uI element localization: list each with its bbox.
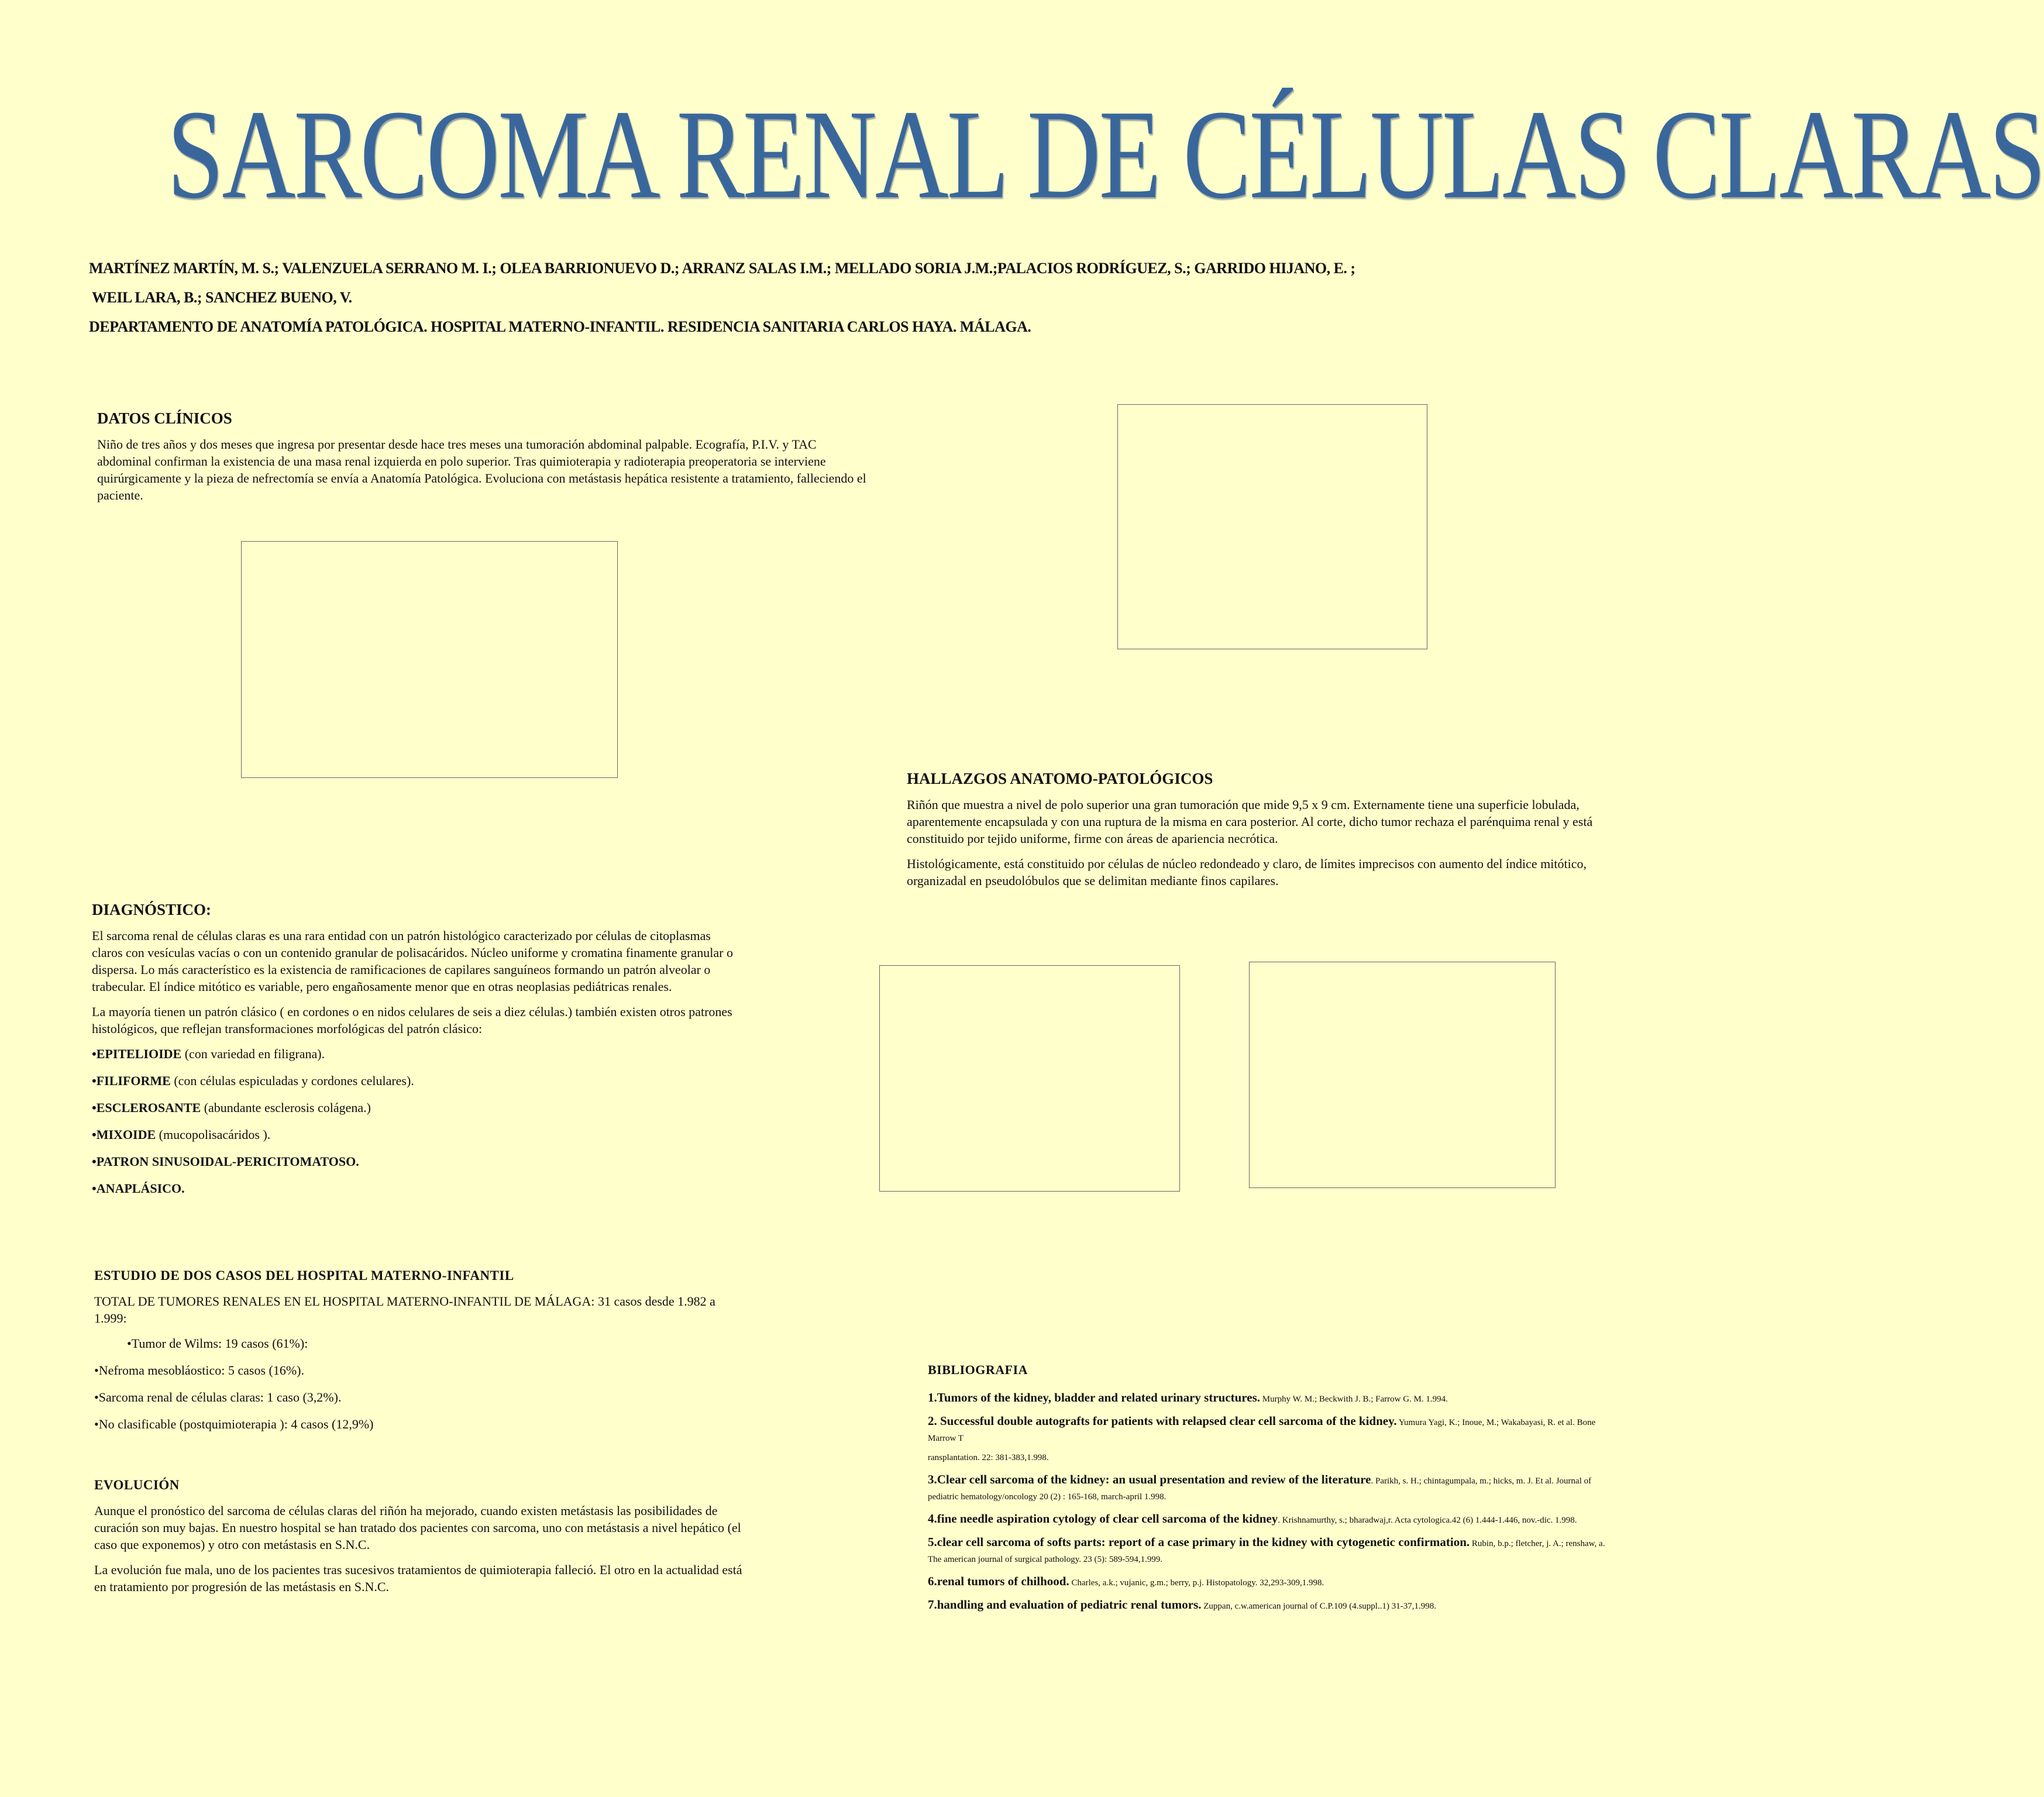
estudio-item: •Nefroma mesobláostico: 5 casos (16%). (94, 1363, 304, 1378)
evolucion-paragraph-1: Aunque el pronóstico del sarcoma de células claras del riñón ha mejorado, cuando existen metástasis las posibilidades de curación son muy bajas. En nuestro hospital se han tratado dos pacientes con sarcoma, uno con metástasis a nivel hepático (el caso que exponemos) y otro con metástasis en S.N.C. (94, 1503, 741, 1552)
datos-clinicos-section (97, 409, 867, 512)
hallazgos-paragraph-1: Riñón que muestra a nivel de polo superior una gran tumoración que mide 9,5 x 9 cm. Externamente tiene una superficie lobulada, aparentemente encapsulada y con una ruptura de la misma en cara posterior. Al corte, dicho tumor rechaza el parénquima renal y está constituido por tejido uniforme, firme con áreas de apariencia necrótica. (907, 797, 1593, 846)
image-frame-top-right (1117, 404, 1427, 649)
estudio-heading: ESTUDIO DE DOS CASOS DEL HOSPITAL MATERNO-INFANTIL (94, 1268, 514, 1283)
diagnostico-heading: DIAGNÓSTICO: (92, 901, 212, 918)
reference-item: 7.handling and evaluation of pediatric renal tumors. Zuppan, c.w.american journal of C.P.109 (4.suppl..1) 31-37,1.998. (928, 1598, 1436, 1612)
estudio-item: •Tumor de Wilms: 19 casos (61%): (127, 1336, 308, 1351)
reference-item: 3.Clear cell sarcoma of the kidney: an usual presentation and review of the literature. Parikh, s. H.; chintagumpala, m.; hicks, m. J. Et al. Journal of pediatric hematology/oncology 20 (2) : 165-168, march-april 1.998. (928, 1472, 1592, 1502)
datos-clinicos-text: Niño de tres años y dos meses que ingresa por presentar desde hace tres meses una tumoración abdominal palpable. Ecografía, P.I.V. y TAC abdominal confirman la existencia de una masa renal izquierda en polo superior. Tras quimioterapia y radioterapia preoperatoria se interviene quirúrgicamente y la pieza de nefrectomía se envía a Anatomía Patológica. Evoluciona con metástasis hepática resistente a tratamiento, falleciendo el paciente. (97, 437, 866, 502)
pattern-item: •EPITELIOIDE (con variedad en filigrana). (92, 1046, 325, 1061)
evolucion-heading: EVOLUCIÓN (94, 1478, 180, 1492)
pattern-item: •ANAPLÁSICO. (92, 1181, 185, 1196)
hallazgos-section (907, 770, 1609, 897)
reference-item: 4.fine needle aspiration cytology of clear cell sarcoma of the kidney. Krishnamurthy, s.; bharadwaj,r. Acta cytologica.42 (6) 1.444-1.446, nov.-dic. 1.998. (928, 1512, 1577, 1526)
estudio-item: •Sarcoma renal de células claras: 1 caso (3,2%). (94, 1390, 342, 1404)
estudio-section (94, 1268, 738, 1443)
reference-item-continued: ransplantation. 22: 381-383,1.998. (928, 1453, 1049, 1462)
hallazgos-heading: HALLAZGOS ANATOMO-PATOLÓGICOS (907, 770, 1213, 787)
poster-title: SARCOMA RENAL DE CÉLULAS CLARAS (167, 84, 2044, 225)
image-frame-histology-left (879, 965, 1180, 1192)
reference-item: 2. Successful double autografts for patients with relapsed clear cell sarcoma of the kidney. Yumura Yagi, K.; Inoue, M.; Wakabayasi, R. et al. Bone Marrow T (928, 1414, 1596, 1443)
image-frame-clinical (241, 541, 618, 778)
diagnostico-paragraph-2: La mayoría tienen un patrón clásico ( en cordones o en nidos celulares de seis a diez células.) también existen otros patrones histológicos, que reflejan transformaciones morfológicas del patrón clásico: (92, 1004, 732, 1036)
evolucion-paragraph-2: La evolución fue mala, uno de los pacientes tras sucesivos tratamientos de quimioterapia falleció. El otro en la actualidad está en tratamiento por progresión de las metástasis en S.N.C. (94, 1562, 742, 1594)
datos-clinicos-heading: DATOS CLÍNICOS (97, 409, 232, 427)
reference-item: 1.Tumors of the kidney, bladder and related urinary structures. Murphy W. M.; Beckwith J. B.; Farrow G. M. 1.994. (928, 1390, 1448, 1404)
hallazgos-paragraph-2: Histológicamente, está constituido por células de núcleo redondeado y claro, de límites imprecisos con aumento del índice mitótico, organizadal en pseudolóbulos que se delimitan mediante finos capilares. (907, 856, 1587, 888)
pattern-item: •ESCLEROSANTE (abundante esclerosis colágena.) (92, 1100, 371, 1115)
bibliografia-section (928, 1362, 1606, 1621)
authors-line-2: WEIL LARA, B.; SANCHEZ BUENO, V. (92, 289, 352, 306)
evolucion-section (94, 1478, 744, 1603)
authors-line-1: MARTÍNEZ MARTÍN, M. S.; VALENZUELA SERRANO M. I.; OLEA BARRIONUEVO D.; ARRANZ SALAS I.M.; MELLADO SORIA J.M.;PALACIOS RODRÍGUEZ, S.; GARRIDO HIJANO, E. ; (89, 260, 1355, 277)
diagnostico-paragraph-1: El sarcoma renal de células claras es una rara entidad con un patrón histológico caracterizado por células de citoplasmas claros con vesículas vacías o con un contenido granular de polisacáridos. Núcleo uniforme y cromatina finamente granular o dispersa. Lo más característico es la existencia de ramificaciones de capilares sanguíneos formando un patrón alveolar o trabecular. El índice mitótico es variable, pero engañosamente menor que en otras neoplasias pediátricas renales. (92, 928, 733, 994)
reference-item: 5.clear cell sarcoma of softs parts: report of a case primary in the kidney with cytogenetic confirmation. Rubin, b.p.; fletcher, j. A.; renshaw, a. The american journal of surgical pathology. 23 (5): 589-594,1.999. (928, 1535, 1605, 1564)
affiliation: DEPARTAMENTO DE ANATOMÍA PATOLÓGICA. HOSPITAL MATERNO-INFANTIL. RESIDENCIA SANITARIA CARLOS HAYA. MÁLAGA. (89, 318, 1031, 335)
image-frame-histology-right (1249, 962, 1556, 1188)
pattern-item: •FILIFORME (con células espiculadas y cordones celulares). (92, 1073, 414, 1088)
bibliografia-heading: BIBLIOGRAFIA (928, 1362, 1028, 1377)
estudio-total: TOTAL DE TUMORES RENALES EN EL HOSPITAL MATERNO-INFANTIL DE MÁLAGA: 31 casos desde 1.982 a 1.999: (94, 1294, 715, 1326)
pattern-item: •PATRON SINUSOIDAL-PERICITOMATOSO. (92, 1154, 359, 1169)
reference-item: 6.renal tumors of chilhood. Charles, a.k.; vujanic, g.m.; berry, p.j. Histopatology. 32,293-309,1.998. (928, 1574, 1324, 1588)
diagnostico-section (92, 901, 735, 1207)
pattern-item: •MIXOIDE (mucopolisacáridos ). (92, 1127, 271, 1142)
estudio-item: •No clasificable (postquimioterapia ): 4 casos (12,9%) (94, 1417, 374, 1431)
